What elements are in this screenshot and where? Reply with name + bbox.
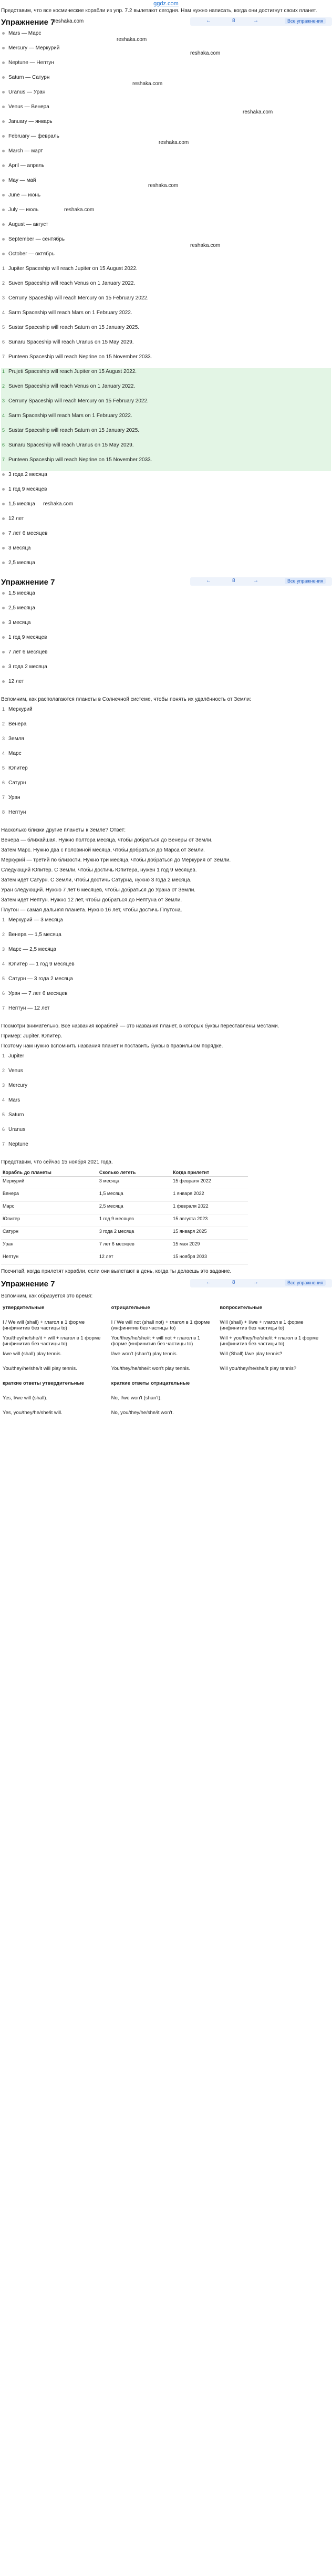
table-row: Yes, I/we will (shall). No, I/we won't (shan't). (3, 1395, 162, 1401)
bullet-icon (2, 680, 5, 683)
exercise-title: Упражнение 7 (1, 578, 55, 587)
list-item: 6 Uranus (2, 1127, 26, 1133)
grammar-table (1, 1303, 327, 1422)
bullet-icon (2, 223, 5, 226)
explanation-line: Насколько близки другие планеты к Земле? Ответ: (1, 827, 126, 833)
bullet-icon (2, 238, 5, 241)
note-text: Посмотри внимательно. Все названия кораблей — это названия планет, в которых буквы переставлены местами. (1, 1023, 279, 1029)
explanation-line: Меркурий — третий по близости. Нужно три месяца, чтобы добраться до Меркурия от Земли. (1, 857, 231, 863)
list-item: 6 Уран — 7 лет 6 месяцев (2, 991, 68, 996)
table-row: утвердительные отрицательные вопросительные (3, 1305, 263, 1311)
column-header: Когда прилетит (171, 1169, 248, 1177)
prev-arrow-icon[interactable]: ← (206, 578, 211, 584)
list-item: 3 месяца (1, 619, 331, 634)
next-arrow-icon[interactable]: → (253, 1280, 258, 1285)
explanation-line: Уран следующий. Нужно 7 лет 6 месяцев, чтобы добраться до Урана от Земли. (1, 887, 196, 893)
list-item: 7 лет 6 месяцев (1, 530, 331, 545)
list-item: 7 Punteen Spaceship will reach Neprine on 15 November 2033. (2, 457, 152, 463)
list-item: 6 Sunaru Spaceship will reach Uranus on 15 May 2029. (2, 442, 134, 448)
table-row: краткие ответы утвердительные краткие ответы отрицательные (3, 1380, 190, 1386)
bullet-icon (2, 532, 5, 535)
bullet-icon (2, 503, 5, 505)
list-item: 5 Юпитер (2, 765, 28, 771)
list-item: 1 год 9 месяцев (1, 486, 331, 501)
list-item: 2 Suven Spaceship will reach Venus on 1 January 2022. (2, 383, 136, 389)
list-item: April — апрель (1, 162, 331, 177)
bullet-icon (2, 636, 5, 639)
exercise-title: Упражнение 7 (1, 1280, 55, 1289)
intro-text: Представим, что все космические корабли из упр. 7.2 вылетают сегодня. Нам нужно написать, когда они достигнут своих планет. (1, 8, 317, 14)
list-item: 2,5 месяца (1, 605, 331, 619)
bullet-icon (2, 209, 5, 211)
bullet-icon (2, 592, 5, 595)
note-text: Поэтому нам нужно вспомнить названия планет и поставить буквы в правильном порядке. (1, 1043, 223, 1049)
table-header-row (1, 1169, 248, 1177)
list-item: 12 лет (1, 678, 331, 693)
bullet-icon (2, 32, 5, 35)
list-item: 3 Марс — 2,5 месяца (2, 947, 56, 952)
list-item: 2 Венера (2, 721, 27, 727)
example-text: Пример: Jupiter. Юпитер. (1, 1033, 63, 1039)
bullet-icon (2, 607, 5, 609)
site-url-link[interactable]: ggdz.com (153, 1, 179, 7)
list-item: October — октябрь (1, 251, 331, 265)
table-row: Юпитер 1 год 9 месяцев 15 августа 2023 (1, 1214, 248, 1227)
explanation-line: Венера — ближайшая. Нужно полтора месяца, чтобы добраться до Венеры от Земли. (1, 837, 213, 843)
list-item: 1 год 9 месяцев (1, 634, 331, 649)
arrival-table (1, 1169, 248, 1265)
list-item: 3 года 2 месяца (1, 663, 331, 678)
translations-list (1, 30, 331, 265)
list-item: July — июль reshaka.com (1, 206, 331, 221)
table-row: You/they/he/she/it will play tennis. You/they/he/she/it won't play tennis. Will you/they/he/she/it play tennis? (3, 1366, 297, 1372)
bullet-icon (2, 120, 5, 123)
explanation-line: Следующий Юпитер. С Земли, чтобы достичь Юпитера, нужен 1 год 9 месяцев. (1, 867, 197, 873)
list-item: 1 Меркурий (2, 707, 33, 712)
prev-arrow-icon[interactable]: ← (206, 1280, 211, 1285)
list-item: 2 Venus (2, 1068, 23, 1074)
durations-sorted-list (1, 590, 331, 693)
planets-order-list (1, 706, 331, 824)
bullet-icon (2, 194, 5, 196)
list-item: September — сентябрь reshaka.com (1, 236, 331, 251)
list-item: 5 Sustar Spaceship will reach Saturn on 15 January 2025. (2, 325, 140, 330)
bullet-icon (2, 562, 5, 564)
list-item: 4 Юпитер — 1 год 9 месяцев (2, 961, 75, 967)
column-header: Корабль до планеты (1, 1169, 98, 1177)
list-item: 1,5 месяца (1, 590, 331, 605)
bullet-icon (2, 473, 5, 476)
list-item: Venus — Венера reshaka.com (1, 103, 331, 118)
bullet-icon (2, 179, 5, 182)
sentences-list (1, 265, 331, 368)
next-arrow-icon[interactable]: → (253, 18, 258, 24)
grammar-intro: Вспомним, как образуется это время: (1, 1293, 93, 1299)
list-item: 5 Saturn (2, 1112, 24, 1118)
list-item: Saturn — Сатурн reshaka.com (1, 74, 331, 89)
bullet-icon (2, 666, 5, 668)
list-item: May — май reshaka.com (1, 177, 331, 192)
answers-highlight-list (1, 368, 331, 471)
bullet-icon (2, 150, 5, 152)
list-item: 6 Сатурн (2, 780, 26, 786)
bullet-icon (2, 47, 5, 49)
list-item: 7 Punteen Spaceship will reach Neprine on 15 November 2033. (2, 354, 152, 360)
next-arrow-icon[interactable]: → (253, 578, 258, 584)
note-text: Представим, что сейчас 15 ноября 2021 года. (1, 1159, 113, 1165)
list-item: March — март (1, 148, 331, 162)
list-item: 3 Земля (2, 736, 24, 742)
list-item: 4 Марс (2, 751, 22, 756)
list-item: Mars — Марс reshaka.com (1, 30, 331, 45)
bullet-icon (2, 547, 5, 549)
table-row: I / We will (shall) + глагол в 1 форме (инфинитив без частицы to) I / We will not (shall not) + глагол в 1 форме (инфинитив без частицы to) Will (shall) + I/we + глагол в 1 форме (инфинитив без частицы to) (3, 1320, 304, 1331)
list-item: 1 Jupiter (2, 1053, 25, 1059)
bullet-icon (2, 621, 5, 624)
explanation-line: Плутон — самая дальняя планета. Нужно 16 лет, чтобы достичь Плутона. (1, 907, 182, 913)
list-item: 1 Prujeti Spaceship will reach Jupiter on 15 August 2022. (2, 369, 137, 375)
table-row: Нептун 12 лет 15 ноября 2033 (1, 1252, 248, 1265)
all-exercises-button[interactable]: Все упражнения (285, 1280, 326, 1286)
table-row: Марс 2,5 месяца 1 февраля 2022 (1, 1202, 248, 1214)
all-exercises-button[interactable]: Все упражнения (285, 578, 326, 584)
watermark: reshaka.com (54, 18, 84, 24)
exercise-header (1, 1278, 331, 1290)
question-text: Вспомним, как располагаются планеты в Солнечной системе, чтобы понять их удалённость от Земли: (1, 697, 251, 702)
page-number: 8 (232, 18, 235, 24)
page-number: 8 (232, 578, 235, 584)
list-item: 6 Sunaru Spaceship will reach Uranus on 15 May 2029. (2, 339, 134, 345)
list-item: January — январь (1, 118, 331, 133)
list-item: 3 Mercury (2, 1083, 28, 1088)
list-item: 1 Меркурий — 3 месяца (2, 917, 63, 923)
list-item: 3 Cerruny Spaceship will reach Mercury on 15 February 2022. (2, 398, 149, 404)
list-item: 3 года 2 месяца (1, 471, 331, 486)
durations-list (1, 471, 331, 574)
list-item: 4 Sarm Spaceship will reach Mars on 1 February 2022. (2, 310, 132, 316)
list-item: 3 месяца (1, 545, 331, 559)
page-number: 8 (232, 1280, 235, 1285)
explanation-line: Затем идет Нептун. Нужно 12 лет, чтобы добраться до Нептуна от Земли. (1, 897, 182, 903)
list-item: August — август (1, 221, 331, 236)
exercise-header (1, 576, 331, 588)
bullet-icon (2, 91, 5, 94)
list-item: 2 Suven Spaceship will reach Venus on 1 January 2022. (2, 281, 136, 286)
list-item: 4 Sarm Spaceship will reach Mars on 1 February 2022. (2, 413, 132, 419)
table-row: Yes, you/they/he/she/it will. No, you/they/he/she/it won't. (3, 1410, 174, 1416)
column-header: Сколько лететь (98, 1169, 171, 1177)
bullet-icon (2, 164, 5, 167)
summary-list (1, 917, 331, 1020)
table-row: Сатурн 3 года 2 месяца 15 января 2025 (1, 1227, 248, 1240)
bullet-icon (2, 106, 5, 108)
list-item: June — июнь (1, 192, 331, 206)
list-item: 7 Neptune (2, 1141, 28, 1147)
bullet-icon (2, 651, 5, 653)
table-row: Уран 7 лет 6 месяцев 15 мая 2029 (1, 1240, 248, 1252)
table-row: I/we will (shall) play tennis. I/we won't (shan't) play tennis. Will (Shall) I/we play tennis? (3, 1351, 283, 1357)
bullet-icon (2, 76, 5, 79)
bullet-icon (2, 517, 5, 520)
list-item: 7 лет 6 месяцев (1, 649, 331, 663)
list-item: 7 Нептун — 12 лет (2, 1005, 50, 1011)
list-item: 4 Mars (2, 1097, 20, 1103)
list-item: 5 Сатурн — 3 года 2 месяца (2, 976, 73, 982)
table-row: Венера 1,5 месяца 1 января 2022 (1, 1189, 248, 1202)
list-item: 1 Jupiter Spaceship will reach Jupiter on 15 August 2022. (2, 266, 138, 272)
list-item: 1,5 месяца reshaka.com (1, 501, 331, 515)
explanation-block (1, 827, 331, 913)
note-text: Посчитай, когда прилетят корабли, если они вылетают в день, когда ты делаешь это задание. (1, 1269, 232, 1274)
table-row: You/they/he/she/it + will + глагол в 1 форме (инфинитив без частицы to) You/they/he/she/it + will not + глагол в 1 форме (инфинитив без частицы to) Will + you/they/he/she/it + глагол в 1 форме (инфинитив без частицы to) (3, 1335, 319, 1347)
list-item: 5 Sustar Spaceship will reach Saturn on 15 January 2025. (2, 428, 140, 433)
table-row: Меркурий 3 месяца 15 февраля 2022 (1, 1177, 248, 1189)
exercise-header (1, 16, 331, 28)
list-item: Uranus — Уран (1, 89, 331, 103)
exercise-title: Упражнение 7 (1, 18, 55, 27)
bullet-icon (2, 61, 5, 64)
prev-arrow-icon[interactable]: ← (206, 18, 211, 24)
list-item: February — февраль reshaka.com (1, 133, 331, 148)
list-item: 2,5 месяца (1, 559, 331, 574)
list-item: 8 Нептун (2, 809, 26, 815)
explanation-line: Затем Марс. Нужно два с половиной месяца, чтобы добраться до Марса от Земли. (1, 847, 205, 853)
list-item: 2 Венера — 1,5 месяца (2, 932, 61, 938)
list-item: Mercury — Меркурий reshaka.com (1, 45, 331, 59)
list-item: Neptune — Нептун (1, 59, 331, 74)
list-item: 7 Уран (2, 795, 20, 801)
all-exercises-button[interactable]: Все упражнения (285, 18, 326, 24)
list-item: 3 Cerruny Spaceship will reach Mercury on 15 February 2022. (2, 295, 149, 301)
bullet-icon (2, 253, 5, 255)
bullet-icon (2, 488, 5, 491)
list-item: 12 лет (1, 515, 331, 530)
planet-names-list (1, 1053, 331, 1156)
explanation-line: Затем идет Сатурн. С Земли, чтобы достичь Сатурна, нужно 3 года 2 месяца. (1, 877, 192, 883)
bullet-icon (2, 135, 5, 138)
